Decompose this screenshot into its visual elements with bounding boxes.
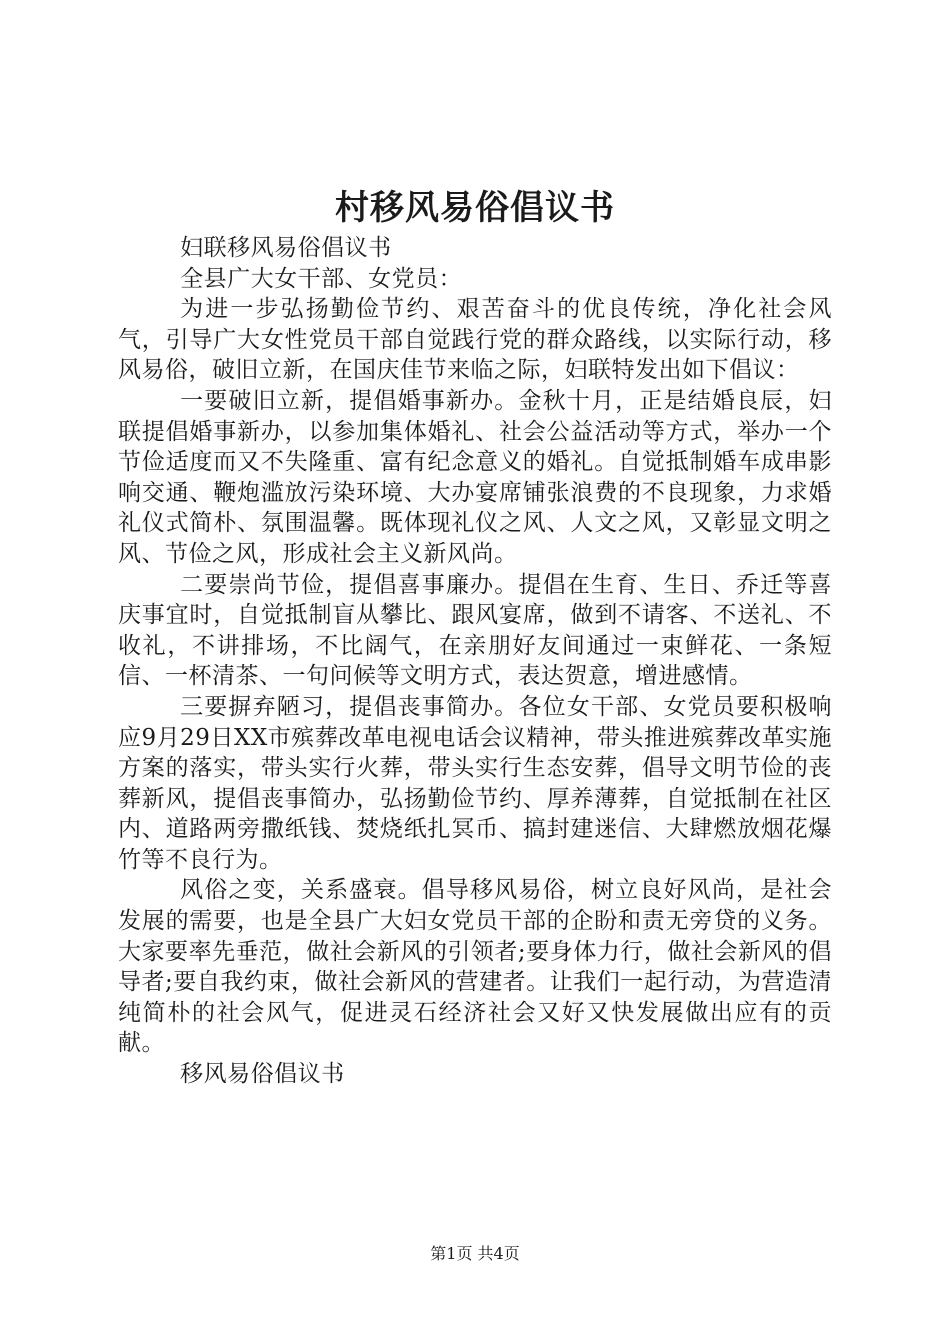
- paragraph-celebration: 二要崇尚节俭，提倡喜事廉办。提倡在生育、生日、乔迁等喜庆事宜时，自觉抵制盲从攀比、跟风宴席，做到不请客、不送礼、不收礼，不讲排场，不比阔气，在亲朋好友间通过一束鲜花、一条短信、一杯清茶、一句问候等文明方式，表达贺意，增进感情。: [118, 571, 832, 690]
- paragraph-salutation: 全县广大女干部、女党员：: [180, 265, 463, 292]
- paragraph-funeral: 三要摒弃陋习，提倡丧事简办。各位女干部、女党员要积极响应9月29日XX市殡葬改革电视电话会议精神，带头推进殡葬改革实施方案的落实，带头实行火葬，带头实行生态安葬，倡导文明节俭的丧葬新风，提倡丧事简办，弘扬勤俭节约、厚养薄葬，自觉抵制在社区内、道路两旁撒纸钱、焚烧纸扎冥币、搞封建迷信、大肆燃放烟花爆竹等不良行为。: [118, 693, 832, 873]
- paragraph-subtitle: 妇联移风易俗倡议书: [180, 235, 392, 261]
- paragraph-intro: 为进一步弘扬勤俭节约、艰苦奋斗的优良传统，净化社会风气，引导广大女性党员干部自觉践行党的群众路线，以实际行动，移风易俗，破旧立新，在国庆佳节来临之际，妇联特发出如下倡议：: [118, 296, 832, 384]
- document-body: [118, 233, 832, 1090]
- paragraph-next-heading: 移风易俗倡议书: [180, 1061, 345, 1088]
- page-number: 第1页 共4页: [430, 1244, 520, 1263]
- paragraph-wedding: 一要破旧立新，提倡婚事新办。金秋十月，正是结婚良辰，妇联提倡婚事新办，以参加集体婚礼、社会公益活动等方式，举办一个节俭适度而又不失隆重、富有纪念意义的婚礼。自觉抵制婚车成串影响交通、鞭炮滥放污染环境、大办宴席铺张浪费的不良现象，力求婚礼仪式简朴、氛围温馨。既体现礼仪之风、人文之风，又彰显文明之风、节俭之风，形成社会主义新风尚。: [118, 387, 832, 567]
- paragraph-conclusion: 风俗之变，关系盛衰。倡导移风易俗，树立良好风尚，是社会发展的需要，也是全县广大妇女党员干部的企盼和责无旁贷的义务。大家要率先垂范，做社会新风的引领者;要身体力行，做社会新风的倡导者;要自我约束，做社会新风的营建者。让我们一起行动，为营造清纯简朴的社会风气，促进灵石经济社会又好又快发展做出应有的贡献。: [118, 877, 832, 1057]
- document-title: 村移风易俗倡议书: [335, 188, 615, 228]
